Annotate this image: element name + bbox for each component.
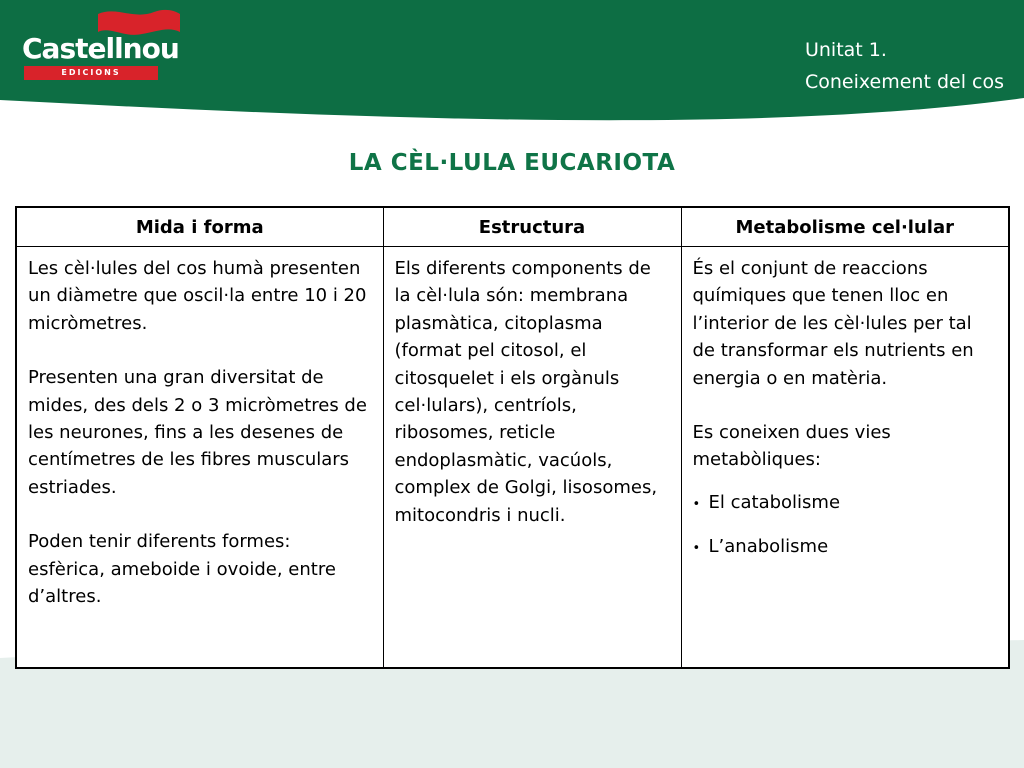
bullet-icon: • [692, 540, 701, 556]
header-estructura: Estructura [383, 207, 681, 247]
cell-metabolisme [681, 247, 1009, 669]
paragraph: Els diferents components de la cèl·lula són: membrana plasmàtica, citoplasma (format pel citosol, el citosquelet i els orgànuls cel·lulars), centríols, ribosomes, reticle endoplasmàtic, vacúols, complex de Golgi, lisosomes, mitocondris i nucli. [394, 258, 658, 526]
paragraph: Es coneixen dues vies metabòliques: [692, 422, 891, 471]
unit-subject: Coneixement del cos [804, 71, 1004, 93]
metabolic-pathways-list [693, 489, 999, 563]
table-row [16, 247, 1009, 669]
table-header-row [16, 207, 1009, 247]
unit-info [805, 34, 1004, 98]
brand-name: Castellnou [22, 32, 179, 65]
brand-sub: EDICIONS [24, 66, 158, 80]
page-title: LA CÈL·LULA EUCARIOTA [348, 150, 676, 176]
list-item [693, 489, 999, 519]
list-item [693, 533, 999, 563]
paragraph: És el conjunt de reaccions químiques que tenen lloc en l’interior de les cèl·lules per tal de transformar els nutrients en energia o en matèria. [692, 258, 974, 389]
cell-mida-forma [16, 247, 383, 669]
bullet-icon: • [692, 496, 701, 512]
header-mida-forma: Mida i forma [16, 207, 383, 247]
cell-estructura [383, 247, 681, 669]
list-item-label: L’anabolisme [708, 535, 829, 557]
paragraph: Poden tenir diferents formes: esfèrica, ameboide i ovoide, entre d’altres. [28, 531, 336, 608]
header-metabolisme: Metabolisme cel·lular [681, 207, 1009, 247]
paragraph: Presenten una gran diversitat de mides, des dels 2 o 3 micròmetres de les neurones, fins a les desenes de centímetres de les fibres musculars estriades. [28, 367, 367, 498]
content-table [15, 206, 1010, 669]
unit-number: Unitat 1. [804, 39, 887, 61]
brand-logo [22, 8, 179, 80]
paragraph: Les cèl·lules del cos humà presenten un diàmetre que oscil·la entre 10 i 20 micròmetres. [28, 258, 367, 334]
list-item-label: El catabolisme [708, 491, 841, 513]
